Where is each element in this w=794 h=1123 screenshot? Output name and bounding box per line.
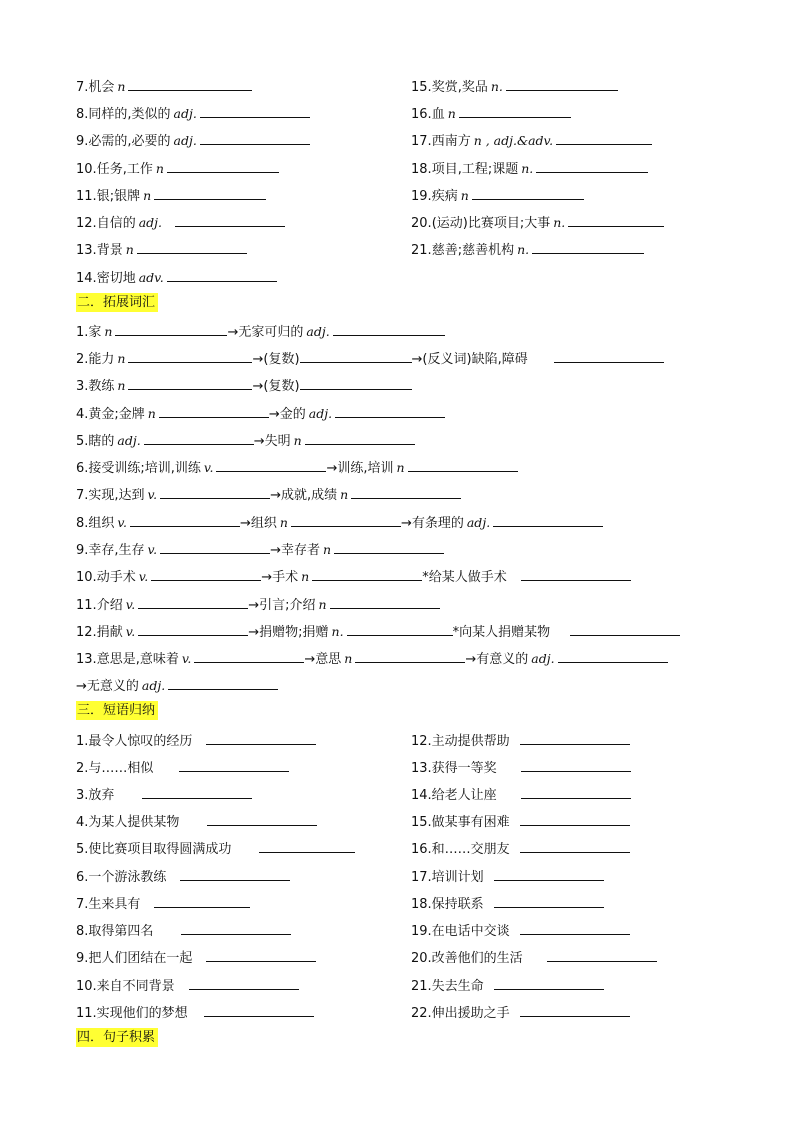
- phrase-item: 3.放弃: [76, 783, 252, 803]
- derivation-item: 3.教练 n →(复数): [76, 374, 412, 394]
- phrase-item: 15.做某事有困难: [411, 810, 630, 830]
- answer-blank[interactable]: [351, 483, 461, 499]
- answer-blank[interactable]: [138, 593, 248, 609]
- answer-blank[interactable]: [506, 75, 618, 91]
- phrase-item: 1.最令人惊叹的经历: [76, 729, 316, 749]
- vocab-item: 9.必需的,必要的 adj.: [76, 129, 310, 149]
- answer-blank[interactable]: [189, 974, 299, 990]
- answer-blank[interactable]: [168, 674, 278, 690]
- phrase-item: 14.给老人让座: [411, 783, 631, 803]
- answer-blank[interactable]: [151, 565, 261, 581]
- answer-blank[interactable]: [194, 647, 304, 663]
- phrase-item: 12.主动提供帮助: [411, 729, 630, 749]
- answer-blank[interactable]: [154, 184, 266, 200]
- answer-blank[interactable]: [181, 919, 291, 935]
- answer-blank[interactable]: [536, 157, 648, 173]
- answer-blank[interactable]: [154, 892, 250, 908]
- answer-blank[interactable]: [347, 620, 453, 636]
- phrase-item: 20.改善他们的生活: [411, 946, 657, 966]
- section-title-sentences: 四．句子积累: [76, 1028, 158, 1047]
- answer-blank[interactable]: [128, 75, 252, 91]
- answer-blank[interactable]: [472, 184, 584, 200]
- derivation-item: 12.捐献 v. →捐赠物;捐赠 n. *向某人捐赠某物: [76, 620, 680, 640]
- answer-blank[interactable]: [204, 1001, 314, 1017]
- derivation-item: 6.接受训练;培训,训练 v. →训练,培训 n: [76, 456, 518, 476]
- phrase-item: 7.生来具有: [76, 892, 250, 912]
- answer-blank[interactable]: [355, 647, 465, 663]
- phrase-item: 10.来自不同背景: [76, 974, 299, 994]
- phrase-item: 8.取得第四名: [76, 919, 291, 939]
- answer-blank[interactable]: [520, 1001, 630, 1017]
- vocab-item: 16.血 n: [411, 102, 571, 122]
- answer-blank[interactable]: [175, 211, 285, 227]
- answer-blank[interactable]: [200, 129, 310, 145]
- answer-blank[interactable]: [200, 102, 310, 118]
- answer-blank[interactable]: [160, 538, 270, 554]
- answer-blank[interactable]: [305, 429, 415, 445]
- answer-blank[interactable]: [159, 402, 269, 418]
- answer-blank[interactable]: [494, 892, 604, 908]
- vocab-item: 18.项目,工程;课题 n.: [411, 157, 648, 177]
- phrase-item: 2.与……相似: [76, 756, 289, 776]
- answer-blank[interactable]: [494, 974, 604, 990]
- derivation-item: 2.能力 n →(复数) →(反义词)缺陷,障碍: [76, 347, 664, 367]
- answer-blank[interactable]: [130, 511, 240, 527]
- answer-blank[interactable]: [128, 347, 252, 363]
- phrase-item: 5.使比赛项目取得圆满成功: [76, 837, 355, 857]
- answer-blank[interactable]: [137, 238, 247, 254]
- vocab-item: 17.西南方 n , adj.&adv.: [411, 129, 652, 149]
- answer-blank[interactable]: [291, 511, 401, 527]
- answer-blank[interactable]: [554, 347, 664, 363]
- answer-blank[interactable]: [493, 511, 603, 527]
- phrase-item: 6.一个游泳教练: [76, 865, 290, 885]
- answer-blank[interactable]: [300, 374, 412, 390]
- section-title-phrases: 三．短语归纳: [76, 701, 158, 720]
- phrase-item: 19.在电话中交谈: [411, 919, 630, 939]
- phrase-item: 18.保持联系: [411, 892, 604, 912]
- answer-blank[interactable]: [300, 347, 412, 363]
- answer-blank[interactable]: [556, 129, 652, 145]
- answer-blank[interactable]: [521, 565, 631, 581]
- derivation-item: 1.家 n →无家可归的 adj.: [76, 320, 445, 340]
- phrase-item: 11.实现他们的梦想: [76, 1001, 314, 1021]
- answer-blank[interactable]: [558, 647, 668, 663]
- vocab-item: 19.疾病 n: [411, 184, 584, 204]
- derivation-item: 5.瞎的 adj. →失明 n: [76, 429, 415, 449]
- phrase-item: 13.获得一等奖: [411, 756, 631, 776]
- answer-blank[interactable]: [142, 783, 252, 799]
- answer-blank[interactable]: [216, 456, 326, 472]
- answer-blank[interactable]: [494, 865, 604, 881]
- answer-blank[interactable]: [206, 946, 316, 962]
- vocab-item: 15.奖赏,奖品 n.: [411, 75, 618, 95]
- phrase-item: 17.培训计划: [411, 865, 604, 885]
- vocab-item: 21.慈善;慈善机构 n.: [411, 238, 644, 258]
- answer-blank[interactable]: [532, 238, 644, 254]
- answer-blank[interactable]: [128, 374, 252, 390]
- answer-blank[interactable]: [179, 756, 289, 772]
- derivation-item: 8.组织 v. →组织 n →有条理的 adj.: [76, 511, 603, 531]
- answer-blank[interactable]: [259, 837, 355, 853]
- answer-blank[interactable]: [160, 483, 270, 499]
- vocab-item: 13.背景 n: [76, 238, 247, 258]
- answer-blank[interactable]: [459, 102, 571, 118]
- vocab-item: 12.自信的 adj.: [76, 211, 285, 231]
- derivation-item: 13.意思是,意味着 v. →意思 n →有意义的 adj.: [76, 647, 668, 667]
- answer-blank[interactable]: [180, 865, 290, 881]
- phrase-item: 9.把人们团结在一起: [76, 946, 316, 966]
- derivation-item: 7.实现,达到 v. →成就,成绩 n: [76, 483, 461, 503]
- answer-blank[interactable]: [521, 756, 631, 772]
- vocab-item: 8.同样的,类似的 adj.: [76, 102, 310, 122]
- answer-blank[interactable]: [167, 266, 277, 282]
- answer-blank[interactable]: [330, 593, 440, 609]
- answer-blank[interactable]: [570, 620, 680, 636]
- answer-blank[interactable]: [206, 729, 316, 745]
- answer-blank[interactable]: [335, 402, 445, 418]
- answer-blank[interactable]: [547, 946, 657, 962]
- derivation-item: 11.介绍 v. →引言;介绍 n: [76, 593, 440, 613]
- phrase-item: 21.失去生命: [411, 974, 604, 994]
- phrase-item: 4.为某人提供某物: [76, 810, 317, 830]
- answer-blank[interactable]: [568, 211, 664, 227]
- phrase-item: 22.伸出援助之手: [411, 1001, 630, 1021]
- answer-blank[interactable]: [144, 429, 254, 445]
- derivation-continuation: →无意义的 adj.: [76, 674, 278, 694]
- answer-blank[interactable]: [312, 565, 422, 581]
- derivation-item: 9.幸存,生存 v. →幸存者 n: [76, 538, 444, 558]
- vocab-item: 10.任务,工作 n: [76, 157, 279, 177]
- vocab-item: 14.密切地 adv.: [76, 266, 277, 286]
- derivation-item: 10.动手术 v. →手术 n *给某人做手术: [76, 565, 631, 585]
- answer-blank[interactable]: [520, 810, 630, 826]
- answer-blank[interactable]: [520, 837, 630, 853]
- answer-blank[interactable]: [521, 783, 631, 799]
- vocab-item: 20.(运动)比赛项目;大事 n.: [411, 211, 664, 231]
- answer-blank[interactable]: [520, 729, 630, 745]
- vocab-item: 11.银;银牌 n: [76, 184, 266, 204]
- answer-blank[interactable]: [333, 320, 445, 336]
- derivation-item: 4.黄金;金牌 n →金的 adj.: [76, 402, 445, 422]
- answer-blank[interactable]: [167, 157, 279, 173]
- answer-blank[interactable]: [207, 810, 317, 826]
- answer-blank[interactable]: [334, 538, 444, 554]
- section-title-extended-vocab: 二．拓展词汇: [76, 293, 158, 312]
- answer-blank[interactable]: [520, 919, 630, 935]
- answer-blank[interactable]: [408, 456, 518, 472]
- answer-blank[interactable]: [115, 320, 227, 336]
- phrase-item: 16.和……交朋友: [411, 837, 630, 857]
- vocab-item: 7.机会 n: [76, 75, 252, 95]
- answer-blank[interactable]: [138, 620, 248, 636]
